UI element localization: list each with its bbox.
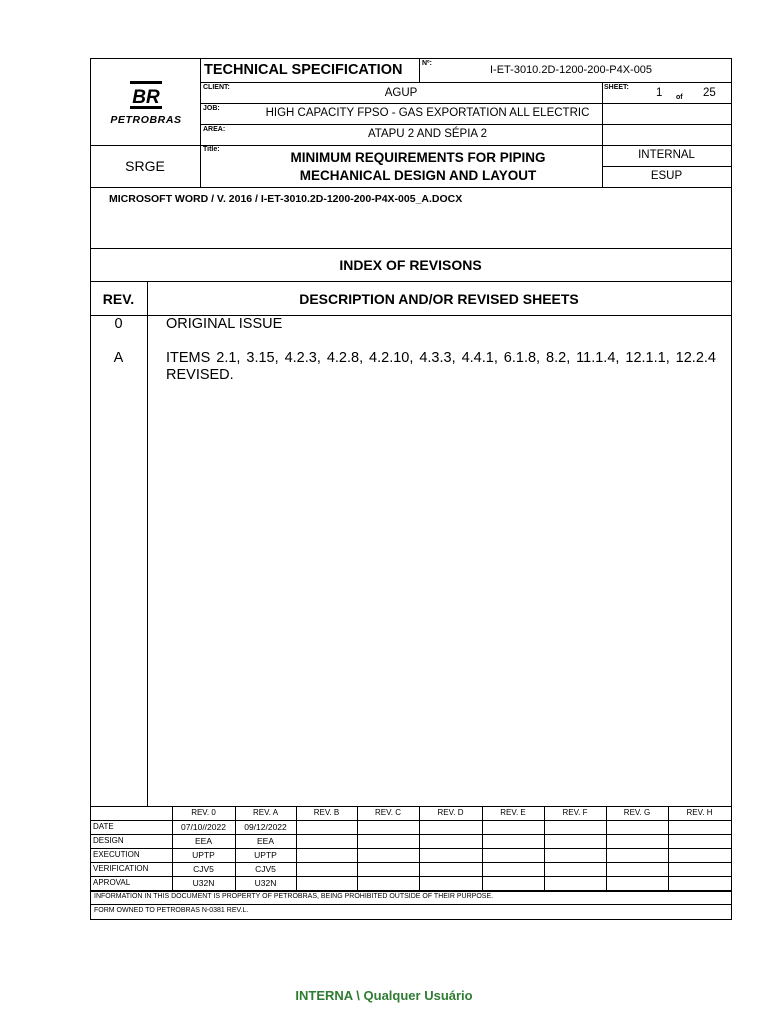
rev-cell: EEA bbox=[194, 836, 212, 846]
rev-cell bbox=[419, 848, 482, 862]
title-label: Title: bbox=[203, 146, 220, 153]
rev-cell: 09/12/2022 bbox=[244, 822, 287, 832]
petrobras-logo bbox=[104, 80, 188, 128]
rev-cell bbox=[357, 876, 419, 890]
rev-cell bbox=[482, 862, 544, 876]
doc-number: I-ET-3010.2D-1200-200-P4X-005 bbox=[490, 64, 653, 76]
client-value: AGUP bbox=[384, 87, 418, 99]
rev-header-cell: REV. G bbox=[623, 808, 651, 817]
rev-row-label: DESIGN bbox=[93, 836, 124, 845]
rev-cell: CJV5 bbox=[255, 864, 276, 874]
rev-cell: CJV5 bbox=[193, 864, 214, 874]
rev-cell: U32N bbox=[192, 878, 215, 888]
area-value: ATAPU 2 AND SÉPIA 2 bbox=[367, 128, 488, 140]
department: SRGE bbox=[125, 158, 165, 174]
rev-cell bbox=[419, 862, 482, 876]
rev-cell bbox=[668, 820, 731, 834]
rev-cell bbox=[419, 834, 482, 848]
logo-text: BR bbox=[132, 87, 160, 108]
rev-cell bbox=[668, 834, 731, 848]
rev-cell bbox=[544, 848, 606, 862]
rev-cell bbox=[544, 834, 606, 848]
esup: ESUP bbox=[650, 170, 683, 182]
form-note: FORM OWNED TO PETROBRAS N-0381 REV.L. bbox=[94, 907, 249, 914]
sheet-current: 1 bbox=[656, 87, 663, 99]
title-line-1: MINIMUM REQUIREMENTS FOR PIPING bbox=[290, 150, 546, 165]
job-label: JOB: bbox=[203, 105, 220, 112]
rev-cell bbox=[606, 834, 668, 848]
rev-row-label: DATE bbox=[93, 822, 114, 831]
rev-cell bbox=[668, 862, 731, 876]
rev-header-cell: REV. C bbox=[375, 808, 401, 817]
rev-cell bbox=[668, 848, 731, 862]
index-heading: INDEX OF REVISONS bbox=[339, 257, 482, 273]
rev-header-cell: REV. B bbox=[313, 808, 340, 817]
rev-cell bbox=[296, 848, 357, 862]
rev-column-header: REV. bbox=[102, 291, 135, 307]
rev-cell: 07/10//2022 bbox=[181, 822, 226, 832]
rev-cell bbox=[544, 876, 606, 890]
rev-cell bbox=[606, 862, 668, 876]
rev-cell bbox=[668, 876, 731, 890]
rev-row-label: APROVAL bbox=[93, 878, 131, 887]
rev-cell bbox=[357, 834, 419, 848]
description-column-header: DESCRIPTION AND/OR REVISED SHEETS bbox=[299, 291, 579, 307]
rev-cell bbox=[482, 876, 544, 890]
no-label: Nº: bbox=[422, 60, 432, 67]
entry-desc: ITEMS 2.1, 3.15, 4.2.3, 4.2.8, 4.2.10, 4.3.3, 4.4.1, 6.1.8, 8.2, 11.1.4, 12.1.1, 12.2.4 REVISED. bbox=[166, 350, 716, 383]
entry-rev: A bbox=[113, 350, 124, 366]
rev-header-cell: REV. D bbox=[437, 808, 464, 817]
property-note: INFORMATION IN THIS DOCUMENT IS PROPERTY OF PETROBRAS, BEING PROHIBITED OUTSIDE OF THEIR PURPOSE. bbox=[94, 893, 494, 900]
title-line-2: MECHANICAL DESIGN AND LAYOUT bbox=[299, 168, 537, 183]
rev-cell: U32N bbox=[254, 878, 277, 888]
rev-header-cell: REV. E bbox=[500, 808, 526, 817]
rev-cell: EEA bbox=[256, 836, 274, 846]
rev-cell bbox=[544, 820, 606, 834]
rev-cell bbox=[482, 834, 544, 848]
classification-label: INTERNA \ Qualquer Usuário bbox=[295, 988, 473, 1003]
rev-cell: UPTP bbox=[192, 850, 215, 860]
rev-header-cell: REV. 0 bbox=[191, 808, 216, 817]
sheet-total: 25 bbox=[703, 87, 716, 99]
classification: INTERNAL bbox=[638, 149, 695, 161]
rev-cell bbox=[606, 876, 668, 890]
sheet-of: of bbox=[676, 94, 683, 101]
file-reference: MICROSOFT WORD / V. 2016 / I-ET-3010.2D-1200-200-P4X-005_A.DOCX bbox=[109, 193, 463, 205]
br-logo-icon bbox=[128, 80, 164, 110]
rev-header-cell: REV. H bbox=[686, 808, 713, 817]
rev-cell bbox=[357, 848, 419, 862]
rev-cell bbox=[296, 862, 357, 876]
entry-desc: ORIGINAL ISSUE bbox=[166, 316, 283, 332]
rev-row-label: EXECUTION bbox=[93, 850, 140, 859]
rev-cell bbox=[606, 848, 668, 862]
rev-row-label: VERIFICATION bbox=[93, 864, 149, 873]
doc-type: TECHNICAL SPECIFICATION bbox=[204, 62, 403, 78]
rev-cell bbox=[482, 820, 544, 834]
logo-brand: PETROBRAS bbox=[110, 114, 182, 126]
rev-header-cell: REV. A bbox=[252, 808, 279, 817]
client-label: CLIENT: bbox=[203, 84, 230, 91]
rev-cell bbox=[606, 820, 668, 834]
rev-header-cell: REV. F bbox=[562, 808, 588, 817]
area-label: AREA: bbox=[203, 126, 226, 133]
rev-cell bbox=[296, 834, 357, 848]
rev-cell bbox=[357, 820, 419, 834]
job-value: HIGH CAPACITY FPSO - GAS EXPORTATION ALL ELECTRIC bbox=[265, 107, 590, 119]
rev-cell bbox=[419, 876, 482, 890]
sheet-label: SHEET: bbox=[604, 84, 629, 91]
rev-cell bbox=[357, 862, 419, 876]
rev-cell: UPTP bbox=[254, 850, 277, 860]
rev-cell bbox=[419, 820, 482, 834]
rev-cell bbox=[482, 848, 544, 862]
rev-cell bbox=[544, 862, 606, 876]
rev-cell bbox=[296, 876, 357, 890]
entry-rev: 0 bbox=[114, 316, 123, 332]
rev-cell bbox=[296, 820, 357, 834]
